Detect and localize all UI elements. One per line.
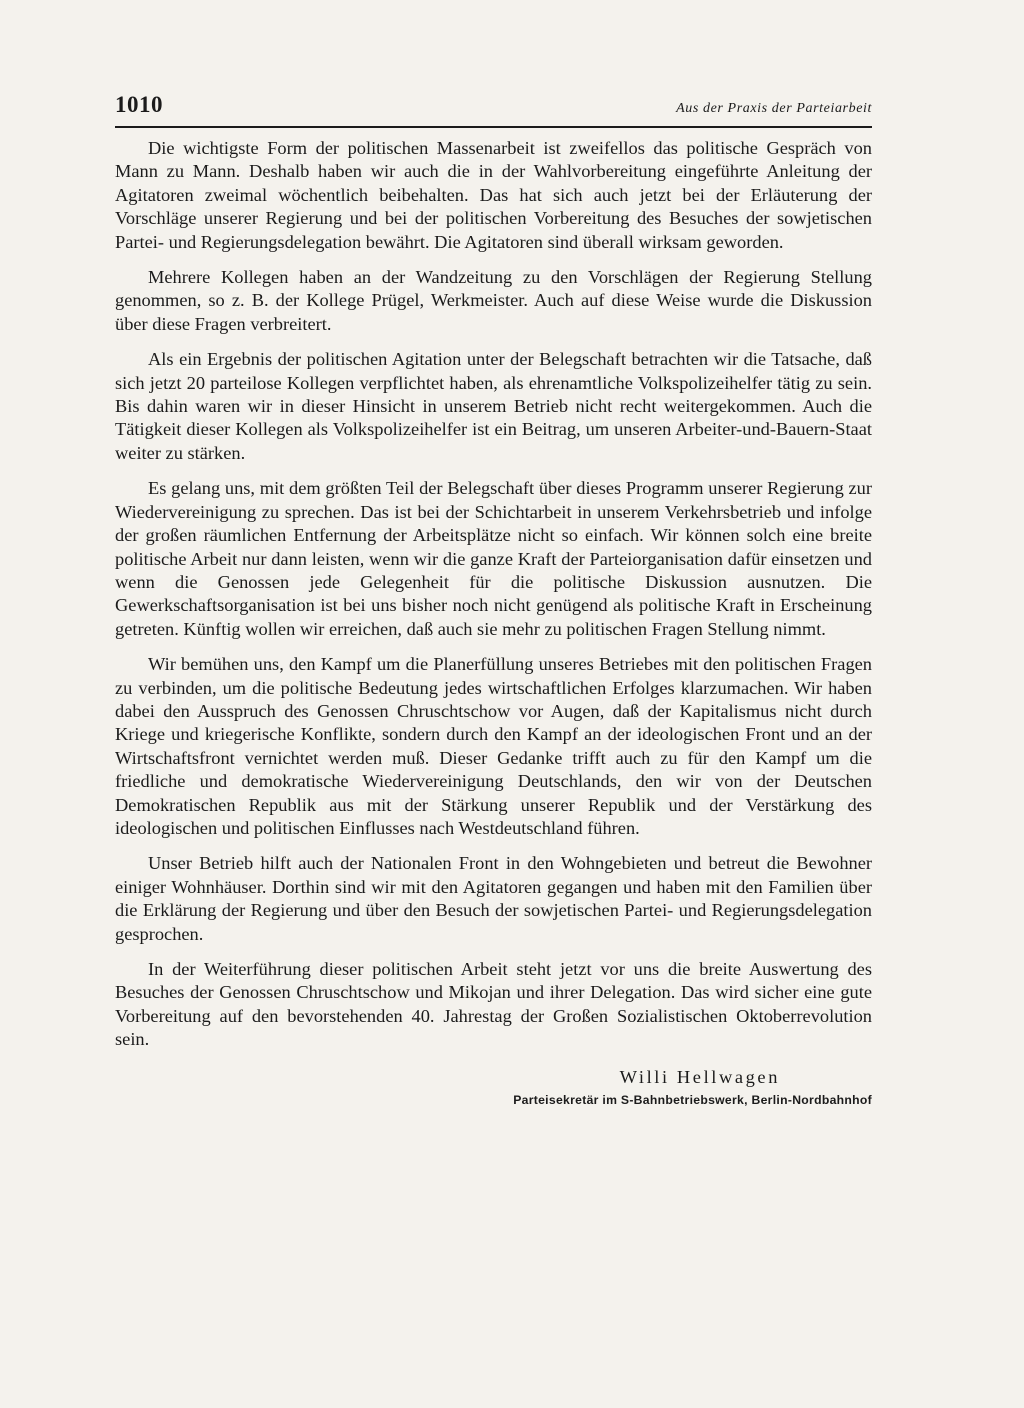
- paragraph: Als ein Ergebnis der politischen Agitation unter der Belegschaft betrachten wir die Tatsache, daß sich jetzt 20 parteilose Kollegen verpflichtet haben, als ehrenamtliche Volkspolizeihelfer tätig zu sein. Bis dahin waren wir in dieser Hinsicht in unserem Betrieb nicht recht weitergekommen. Auch die Tätigkeit dieser Kollegen als Volkspolizeihelfer ist ein Beitrag, um unseren Arbeiter-und-Bauern-Staat weiter zu stärken.: [115, 349, 872, 463]
- paragraph: Mehrere Kollegen haben an der Wandzeitung zu den Vorschlägen der Regierung Stellung genommen, so z. B. der Kollege Prügel, Werkmeister. Auch auf diese Weise wurde die Diskussion über diese Fragen verbreitert.: [115, 267, 872, 334]
- running-head: [115, 92, 872, 128]
- paragraph: In der Weiterführung dieser politischen Arbeit steht jetzt vor uns die breite Auswertung des Besuches der Genossen Chruschtschow und Mikojan und ihrer Delegation. Das wird sicher eine gute Vorbereitung auf den bevorstehenden 40. Jahrestag der Großen Sozialistischen Oktoberrevolution sein.: [115, 959, 872, 1050]
- paragraph: Unser Betrieb hilft auch der Nationalen Front in den Wohngebieten und betreut die Bewohner einiger Wohnhäuser. Dorthin sind wir mit den Agitatoren gegangen und haben mit den Familien über die Erklärung der Regierung und über den Besuch der sowjetischen Partei- und Regierungsdelegation gesprochen.: [115, 853, 872, 944]
- paragraph: Es gelang uns, mit dem größten Teil der Belegschaft über dieses Programm unserer Regierung zur Wiedervereinigung zu sprechen. Das ist bei der Schichtarbeit in unserem Verkehrsbetrieb und infolge der großen räumlichen Entfernung der Arbeitsplätze nicht so einfach. Wir können solch eine breite politische Arbeit nur dann leisten, wenn wir die ganze Kraft der Parteiorganisation dafür einsetzen und wenn die Genossen jede Gelegenheit für die politische Diskussion ausnutzen. Die Gewerkschaftsorganisation ist bei uns bisher noch nicht genügend als politische Kraft in Erscheinung getreten. Künftig wollen wir erreichen, daß auch sie mehr zu politischen Fragen Stellung nimmt.: [115, 478, 872, 639]
- paragraph: Die wichtigste Form der politischen Massenarbeit ist zweifellos das politische Gespräch von Mann zu Mann. Deshalb haben wir auch die in der Wahlvorbereitung eingeführte Anleitung der Agitatoren zweimal wöchentlich beibehalten. Das hat sich auch jetzt bei der Erläuterung der Vorschläge unserer Regierung und bei der politischen Vorbereitung des Besuches der sowjetischen Partei- und Regierungsdelegation bewährt. Die Agitatoren sind überall wirksam geworden.: [115, 138, 872, 252]
- author-role: Parteisekretär im S-Bahnbetriebswerk, Berlin-Nordbahnhof: [513, 1092, 872, 1107]
- author-name: Willi Hellwagen: [619, 1066, 780, 1087]
- document-page: [115, 92, 872, 1110]
- paragraph: Wir bemühen uns, den Kampf um die Planerfüllung unseres Betriebes mit den politischen Fragen zu verbinden, um die politische Bedeutung jedes wirtschaftlichen Erfolges klarzumachen. Wir haben dabei den Ausspruch des Genossen Chruschtschow vor Augen, daß der Kapitalismus nicht durch Kriege und kriegerische Konflikte, sondern durch den Kampf an der ideologischen Front und an der Wirtschaftsfront vernichtet werden muß. Dieser Gedanke trifft auch zu für den Kampf um die friedliche und demokratische Wiedervereinigung Deutschlands, den wir von der Deutschen Demokratischen Republik aus mit der Stärkung unserer Republik und der Verstärkung des ideologischen und politischen Einflusses nach Westdeutschland führen.: [115, 654, 872, 838]
- signature-block: [115, 1064, 872, 1110]
- running-title: Aus der Praxis der Parteiarbeit: [676, 101, 872, 116]
- page-number: 1010: [115, 92, 163, 117]
- article-body: [115, 137, 872, 1052]
